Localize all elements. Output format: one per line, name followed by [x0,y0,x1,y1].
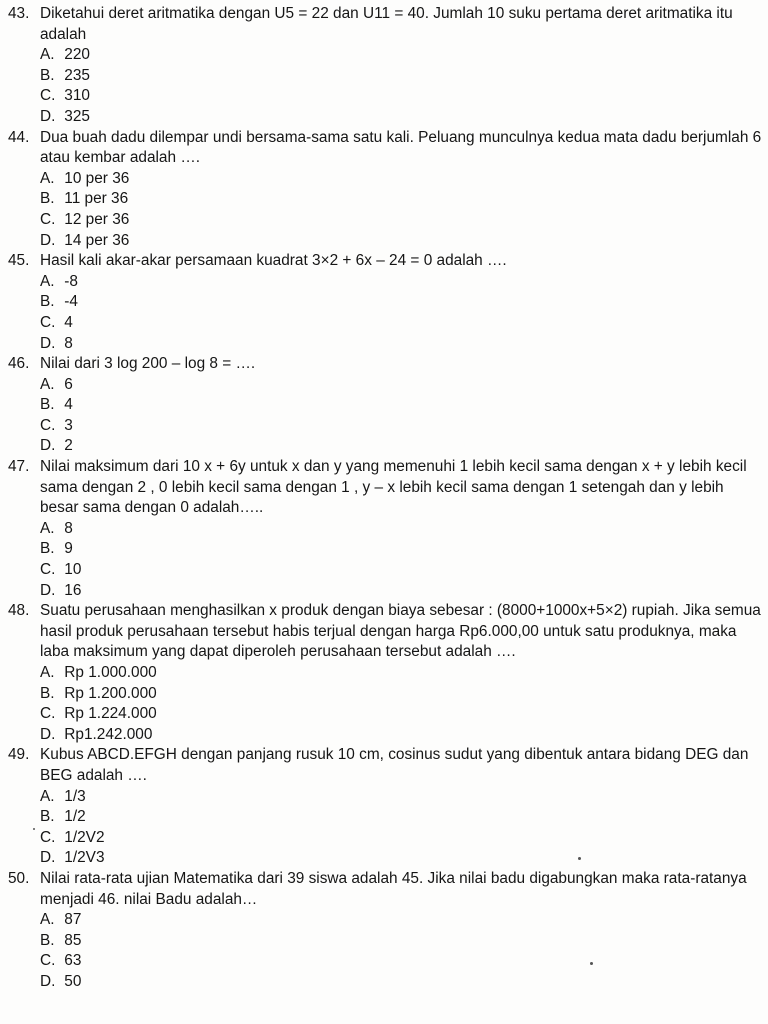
question-stem [8,4,764,45]
option-list [8,787,764,869]
question-stem [8,869,764,910]
option-letter: B. [40,931,55,949]
question-text: Dua buah dadu dilempar undi bersama-sama satu kali. Peluang munculnya kedua mata dadu berjumlah 6 atau kembar adalah …. [40,128,766,167]
option-text: 87 [64,911,82,929]
option-text: -4 [64,293,78,311]
option-c [40,313,764,334]
option-d [40,107,764,128]
option-b [40,807,764,828]
option-letter: A. [40,519,55,537]
option-letter: B. [40,540,55,558]
question-49 [8,745,764,869]
question-text: Suatu perusahaan menghasilkan x produk dengan biaya sebesar : (8000+1000x+5×2) rupiah. Jika semua hasil produk perusahaan tersebut habis terjual dengan harga Rp6.000,00 untuk satu produknya, maka laba maksimum yang dapat diperoleh perusahaan tersebut adalah …. [40,602,766,661]
option-list [8,272,764,354]
option-c [40,828,764,849]
question-stem [8,601,764,663]
option-text: 85 [64,931,82,949]
option-text: 10 per 36 [64,169,130,187]
option-letter: D. [40,437,56,455]
option-text: 11 per 36 [64,190,129,208]
question-number: 50. [8,869,30,887]
option-letter: A. [40,911,55,929]
option-text: Rp 1.000.000 [64,664,157,681]
option-text: 9 [64,540,73,558]
option-letter: C. [40,705,56,723]
option-c [40,951,764,972]
option-text: 8 [64,519,73,537]
scan-speck [33,828,35,830]
option-letter: D. [40,334,56,352]
option-text: 1/3 [64,787,86,805]
option-d [40,972,764,993]
question-stem [8,745,764,786]
question-47 [8,457,764,601]
option-letter: C. [40,416,56,434]
question-number: 47. [8,458,30,476]
option-d [40,334,764,355]
question-text: Diketahui deret aritmatika dengan U5 = 22 dan U11 = 40. Jumlah 10 suku pertama deret aritmatika itu adalah [40,5,737,43]
option-a [40,45,764,66]
question-text: Nilai maksimum dari 10 x + 6y untuk x dan y yang memenuhi 1 lebih kecil sama dengan x + y lebih kecil sama dengan 2 , 0 lebih kecil sama dengan 1 , y – x lebih kecil sama dengan 1 setengah dan y lebih besar sama dengan 0 adalah….. [40,458,751,517]
option-c [40,86,764,107]
option-text: 63 [64,952,82,970]
option-letter: A. [40,169,55,187]
option-text: 16 [64,581,82,599]
option-text: 2 [64,437,73,455]
option-letter: C. [40,87,56,105]
scan-speck [590,962,593,965]
question-48 [8,601,764,745]
option-a [40,375,764,396]
option-text: 235 [64,66,90,84]
option-c [40,560,764,581]
question-stem [8,251,764,272]
option-letter: D. [40,849,56,867]
option-text: Rp 1.200.000 [64,684,157,702]
option-c [40,210,764,231]
option-text: 310 [64,87,90,105]
option-c [40,416,764,437]
option-text: 14 per 36 [64,231,130,249]
option-letter: C. [40,828,56,846]
option-letter: B. [40,808,55,826]
option-list [8,375,764,457]
question-number: 43. [8,5,30,22]
option-a [40,519,764,540]
option-d [40,581,764,602]
question-text: Hasil kali akar-akar persamaan kuadrat 3×2 + 6x – 24 = 0 adalah …. [40,252,507,270]
option-text: 220 [64,46,90,64]
option-b [40,931,764,952]
option-a [40,663,764,684]
option-text: 1/2V2 [64,828,105,846]
option-b [40,189,764,210]
option-b [40,66,764,87]
option-letter: A. [40,46,55,64]
question-stem [8,354,764,375]
question-text: Nilai dari 3 log 200 – log 8 = …. [40,355,256,373]
option-text: Rp1.242.000 [64,725,153,743]
question-46 [8,354,764,457]
option-letter: C. [40,313,56,331]
option-list [8,910,764,992]
option-c [40,704,764,725]
option-letter: B. [40,293,55,311]
option-b [40,292,764,313]
option-d [40,436,764,457]
option-letter: B. [40,396,55,414]
option-b [40,539,764,560]
option-text: Rp 1.224.000 [64,705,157,723]
option-a [40,272,764,293]
option-b [40,684,764,705]
option-letter: A. [40,375,55,393]
option-text: 4 [64,396,73,414]
option-letter: C. [40,561,56,579]
question-43 [8,4,764,128]
option-d [40,848,764,869]
option-text: 325 [64,107,90,125]
option-letter: A. [40,787,55,805]
option-text: 6 [64,375,73,393]
option-letter: B. [40,684,55,702]
option-letter: C. [40,210,56,228]
question-number: 46. [8,355,30,373]
option-letter: B. [40,190,55,208]
option-text: 1/2 [64,808,86,826]
option-text: 10 [64,561,82,579]
option-text: 50 [64,972,82,990]
question-45 [8,251,764,354]
question-stem [8,457,764,519]
option-letter: A. [40,272,55,290]
question-number: 48. [8,602,30,620]
option-text: 1/2V3 [64,849,105,867]
option-a [40,787,764,808]
option-letter: A. [40,664,55,681]
option-text: 12 per 36 [64,210,130,228]
option-text: 8 [64,334,73,352]
option-text: 4 [64,313,73,331]
option-d [40,231,764,252]
question-number: 44. [8,128,30,146]
question-number: 45. [8,252,30,270]
option-letter: C. [40,952,56,970]
question-text: Nilai rata-rata ujian Matematika dari 39 siswa adalah 45. Jika nilai badu digabungkan maka rata-ratanya menjadi 46. nilai Badu adalah… [40,869,751,908]
option-letter: D. [40,581,56,599]
scan-speck [578,857,581,860]
option-letter: D. [40,725,56,743]
question-number: 49. [8,746,30,764]
option-letter: D. [40,231,56,249]
option-list [8,45,764,127]
question-stem [8,128,764,169]
option-list [8,663,764,745]
option-letter: D. [40,107,56,125]
option-b [40,395,764,416]
option-d [40,725,764,746]
question-44 [8,128,764,252]
option-text: -8 [64,272,78,290]
option-a [40,910,764,931]
option-list [8,169,764,251]
option-list [8,519,764,601]
option-a [40,169,764,190]
question-text: Kubus ABCD.EFGH dengan panjang rusuk 10 cm, cosinus sudut yang dibentuk antara bidang DEG dan BEG adalah …. [40,746,753,784]
option-letter: B. [40,66,55,84]
question-50 [8,869,764,993]
option-letter: D. [40,972,56,990]
option-text: 3 [64,416,73,434]
question-list [8,4,764,993]
